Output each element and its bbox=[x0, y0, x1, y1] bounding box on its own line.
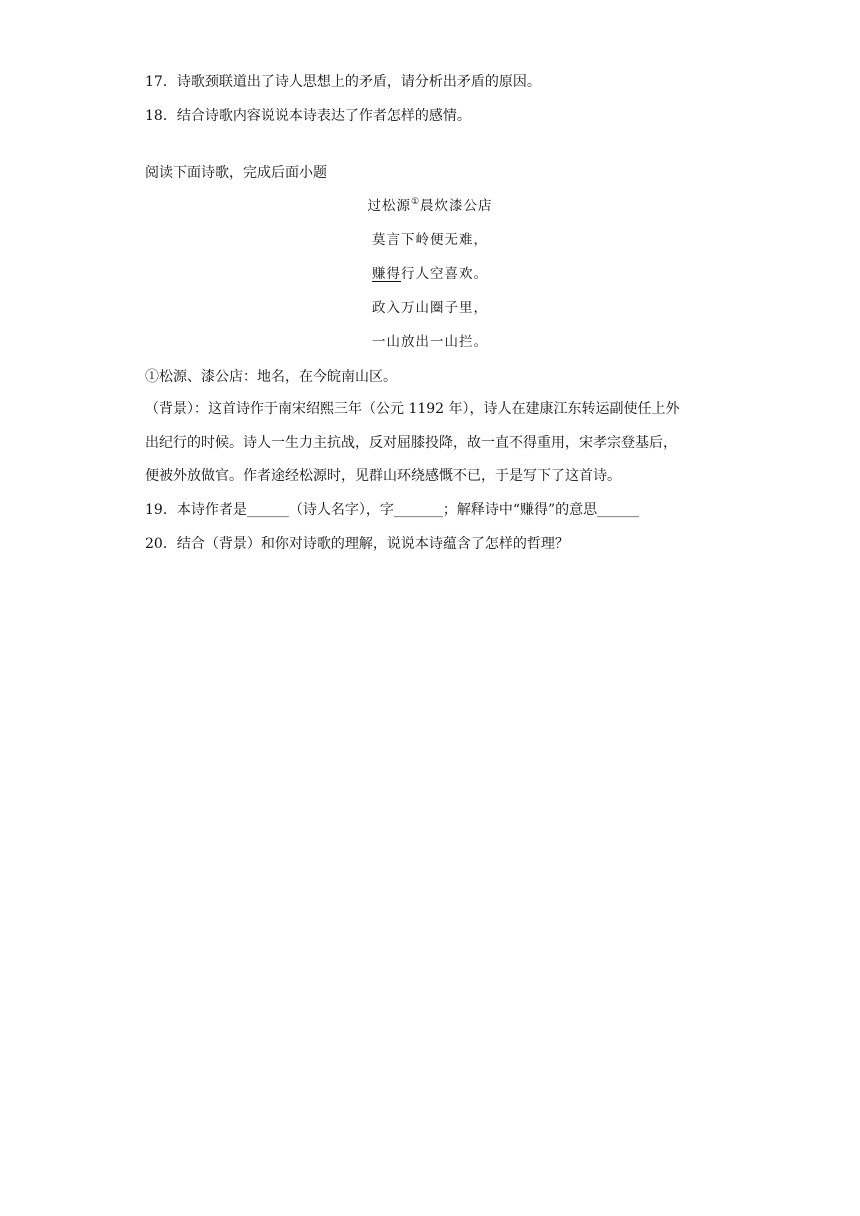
poem-title-main: 过松源 bbox=[367, 198, 411, 214]
question-19: 19．本诗作者是______（诗人名字），字_______；解释诗中“赚得”的意思______ bbox=[145, 502, 640, 518]
poem-title bbox=[0, 197, 860, 215]
poem-underlined-word: 赚得 bbox=[372, 266, 401, 282]
question-18: 18．结合诗歌内容说说本诗表达了作者怎样的感情。 bbox=[145, 108, 471, 124]
poem-title-rest: 晨炊漆公店 bbox=[420, 198, 493, 214]
poem-line-1: 莫言下岭便无难， bbox=[372, 232, 488, 248]
question-20: 20．结合（背景）和你对诗歌的理解，说说本诗蕴含了怎样的哲理？ bbox=[145, 536, 569, 552]
reading-instruction: 阅读下面诗歌，完成后面小题 bbox=[145, 165, 327, 181]
question-17: 17．诗歌颈联道出了诗人思想上的矛盾，请分析出矛盾的原因。 bbox=[145, 74, 541, 90]
poem-line-3: 政入万山圈子里， bbox=[372, 300, 488, 316]
poem-line-2-rest: 行人空喜欢。 bbox=[401, 266, 488, 282]
footnote: ①松源、漆公店：地名，在今皖南山区。 bbox=[145, 369, 397, 385]
footnote-marker: ① bbox=[410, 197, 421, 207]
poem-line-4: 一山放出一山拦。 bbox=[372, 334, 488, 350]
background-line-1: （背景）：这首诗作于南宋绍熙三年（公元 1192 年），诗人在建康江东转运副使任上外 bbox=[145, 401, 680, 417]
background-line-2: 出纪行的时候。诗人一生力主抗战，反对屈膝投降，故一直不得重用，宋孝宗登基后， bbox=[145, 435, 677, 451]
poem-line-2 bbox=[0, 265, 860, 283]
background-line-3: 便被外放做官。作者途经松源时，见群山环绕感慨不已，于是写下了这首诗。 bbox=[145, 468, 621, 484]
